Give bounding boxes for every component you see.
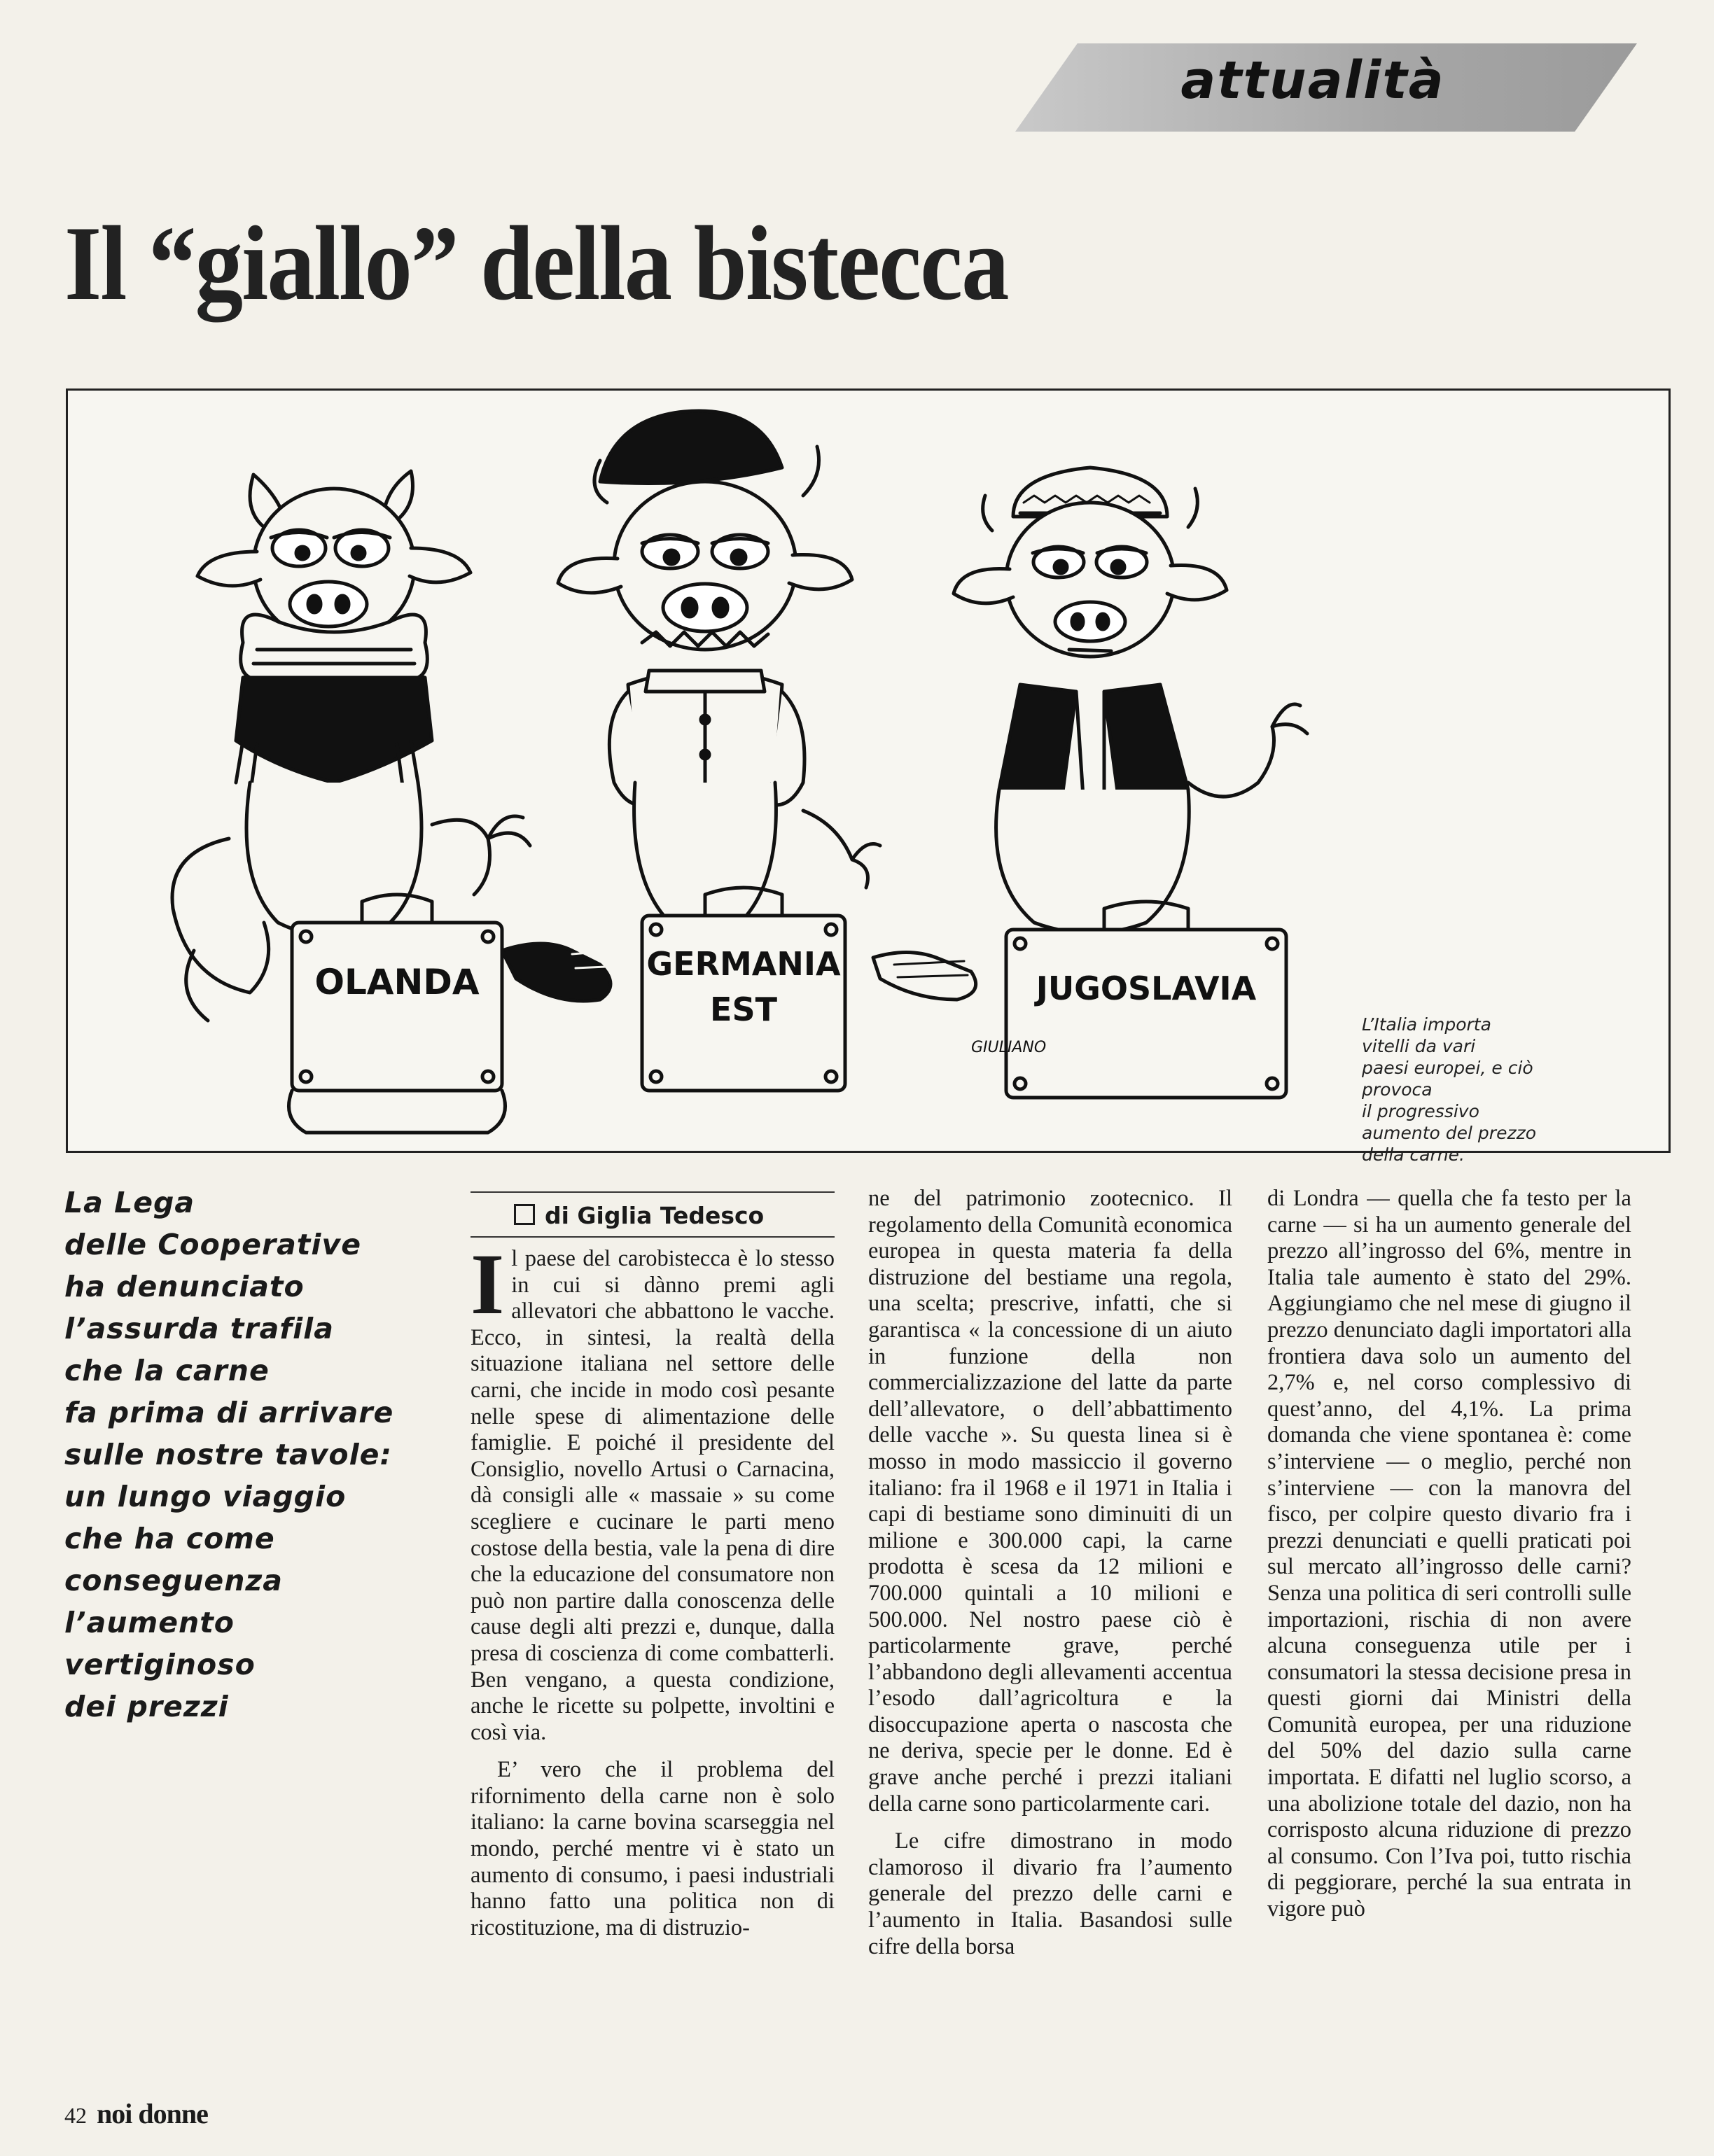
drop-cap: I xyxy=(471,1236,505,1332)
page-title: Il “giallo” della bistecca xyxy=(64,204,1008,322)
article-column-1 xyxy=(471,1236,835,1952)
byline-rule-top xyxy=(471,1191,835,1193)
paragraph: E’ vero che il problema del rifornimento della carne non è solo italiano: la carne bovina scarseggia nel mondo, perché mentre vi è stato un aumento di consumo, i paesi industriali hanno fatto una politica non di ricostituzione, ma di distruzio- xyxy=(471,1757,835,1940)
paragraph: Il paese del carobistecca è lo stesso in cui si dànno premi agli allevatori che abbattono le vacche. Ecco, in sintesi, la realtà della situazione italiana nel settore delle carni, che incide in modo così pesante nelle spese di alimentazione delle famiglie. E poiché il presidente del Consiglio, novello Artusi o Carnacina, dà consigli alle « massaie » su come scegliere e cucinare le parti meno costose della bestia, vale la pena di dire che la educazione del consumatore non può non partire dalla conoscenza delle cause degli alti prezzi e, dunque, dalla presa di coscienza di come combatterli. Ben vengano, a questa condizione, anche le ricette su polpette, involtini e così via. xyxy=(471,1236,835,1745)
byline: di Giglia Tedesco xyxy=(471,1202,835,1229)
article-lede: La Lega delle Cooperative ha denunciato l’assurda trafila che la carne fa prima di arrivare sulle nostre tavole: un lungo viaggio che ha come conseguenza l’aumento vertiginoso dei prezzi xyxy=(64,1186,394,1723)
cow-germania-figure xyxy=(558,411,880,933)
suitcase-label-germania: GERMANIA xyxy=(646,945,841,983)
paragraph: di Londra — quella che fa testo per la carne — si ha un aumento generale del prezzo all’ingrosso del 6%, mentre in Italia tale aumento è stato del 29%. Aggiungiamo che nel mese di giugno il prezzo denunciato dagli importatori alla frontiera dava solo un aumento del 2,7% e, nel corso complessivo di quest’anno, del 4,1%. La prima domanda che viene spontanea è: come s’interviene — o meglio, perché non s’interviene — con la manovra del fisco, per colpire questo divario fra i prezzi denunciati e quelli praticati poi sul mercato all’ingrosso delle carni? Senza una politica di seri controlli sulle importazioni, rischia di non avere alcuna conseguenza utile per i consumatori la stessa decisione presa in questi giorni dai Ministri della Comunità europea, per una riduzione del 50% del dazio sulla carne importata. E difatti nel luglio scorso, a una abolizione totale del dazio, non ha corrisposto alcuna riduzione di prezzo al consumo. Con l’Iva poi, tutto rischia di peggiorare, perché la sua entrata in vigore può xyxy=(1267,1186,1631,1922)
suitcase-label-olanda: OLANDA xyxy=(314,962,480,1002)
cow-jugoslavia-figure xyxy=(954,468,1307,933)
suitcase-label-jugoslavia: JUGOSLAVIA xyxy=(1036,969,1257,1007)
suitcase-label-est: EST xyxy=(710,990,777,1028)
page-footer xyxy=(64,2097,208,2130)
byline-rule-bottom xyxy=(471,1236,835,1238)
section-label: attualità xyxy=(1180,50,1445,111)
article-column-2 xyxy=(868,1186,1232,1971)
paragraph: Le cifre dimostrano in modo clamoroso il divario fra l’aumento generale del prezzo delle carni e l’aumento in Italia. Basandosi sulle cifre della borsa xyxy=(868,1828,1232,1959)
article-column-3 xyxy=(1267,1186,1631,1934)
checkbox-icon xyxy=(514,1204,535,1225)
artist-signature: GIULIANO xyxy=(971,1039,1047,1056)
magazine-logo: noi donne xyxy=(97,2098,208,2129)
paragraph: ne del patrimonio zootecnico. Il regolamento della Comunità economica europea in questa materia fa della distruzione del bestiame una regola, una scelta; prescrive, infatti, che si garantisca « la concessione di un aiuto in funzione della non commercializzazione del latte da parte dell’allevatore, o dell’abbattimento delle vacche ». Su questa linea si è mosso in modo massiccio il governo italiano: fra il 1968 e il 1971 in Italia i capi di bestiame sono diminuiti di un milione e 300.000 capi, la carne prodotta è scesa da 12 milioni e 700.000 quintali a 10 milioni e 500.000. Nel nostro paese ciò è particolarmente grave, perché l’abbandono degli allevamenti accentua l’esodo dall’agricoltura e la disoccupazione aperta o nascosta che ne deriva, specie per le donne. Ed è grave anche perché i prezzi italiani della carne sono particolarmente cari. xyxy=(868,1186,1232,1816)
page-number: 42 xyxy=(64,2103,87,2128)
illustration-caption: L’Italia importa vitelli da vari paesi europei, e ciò provoca il progressivo aumento del prezzo della carne. xyxy=(1362,1014,1536,1165)
